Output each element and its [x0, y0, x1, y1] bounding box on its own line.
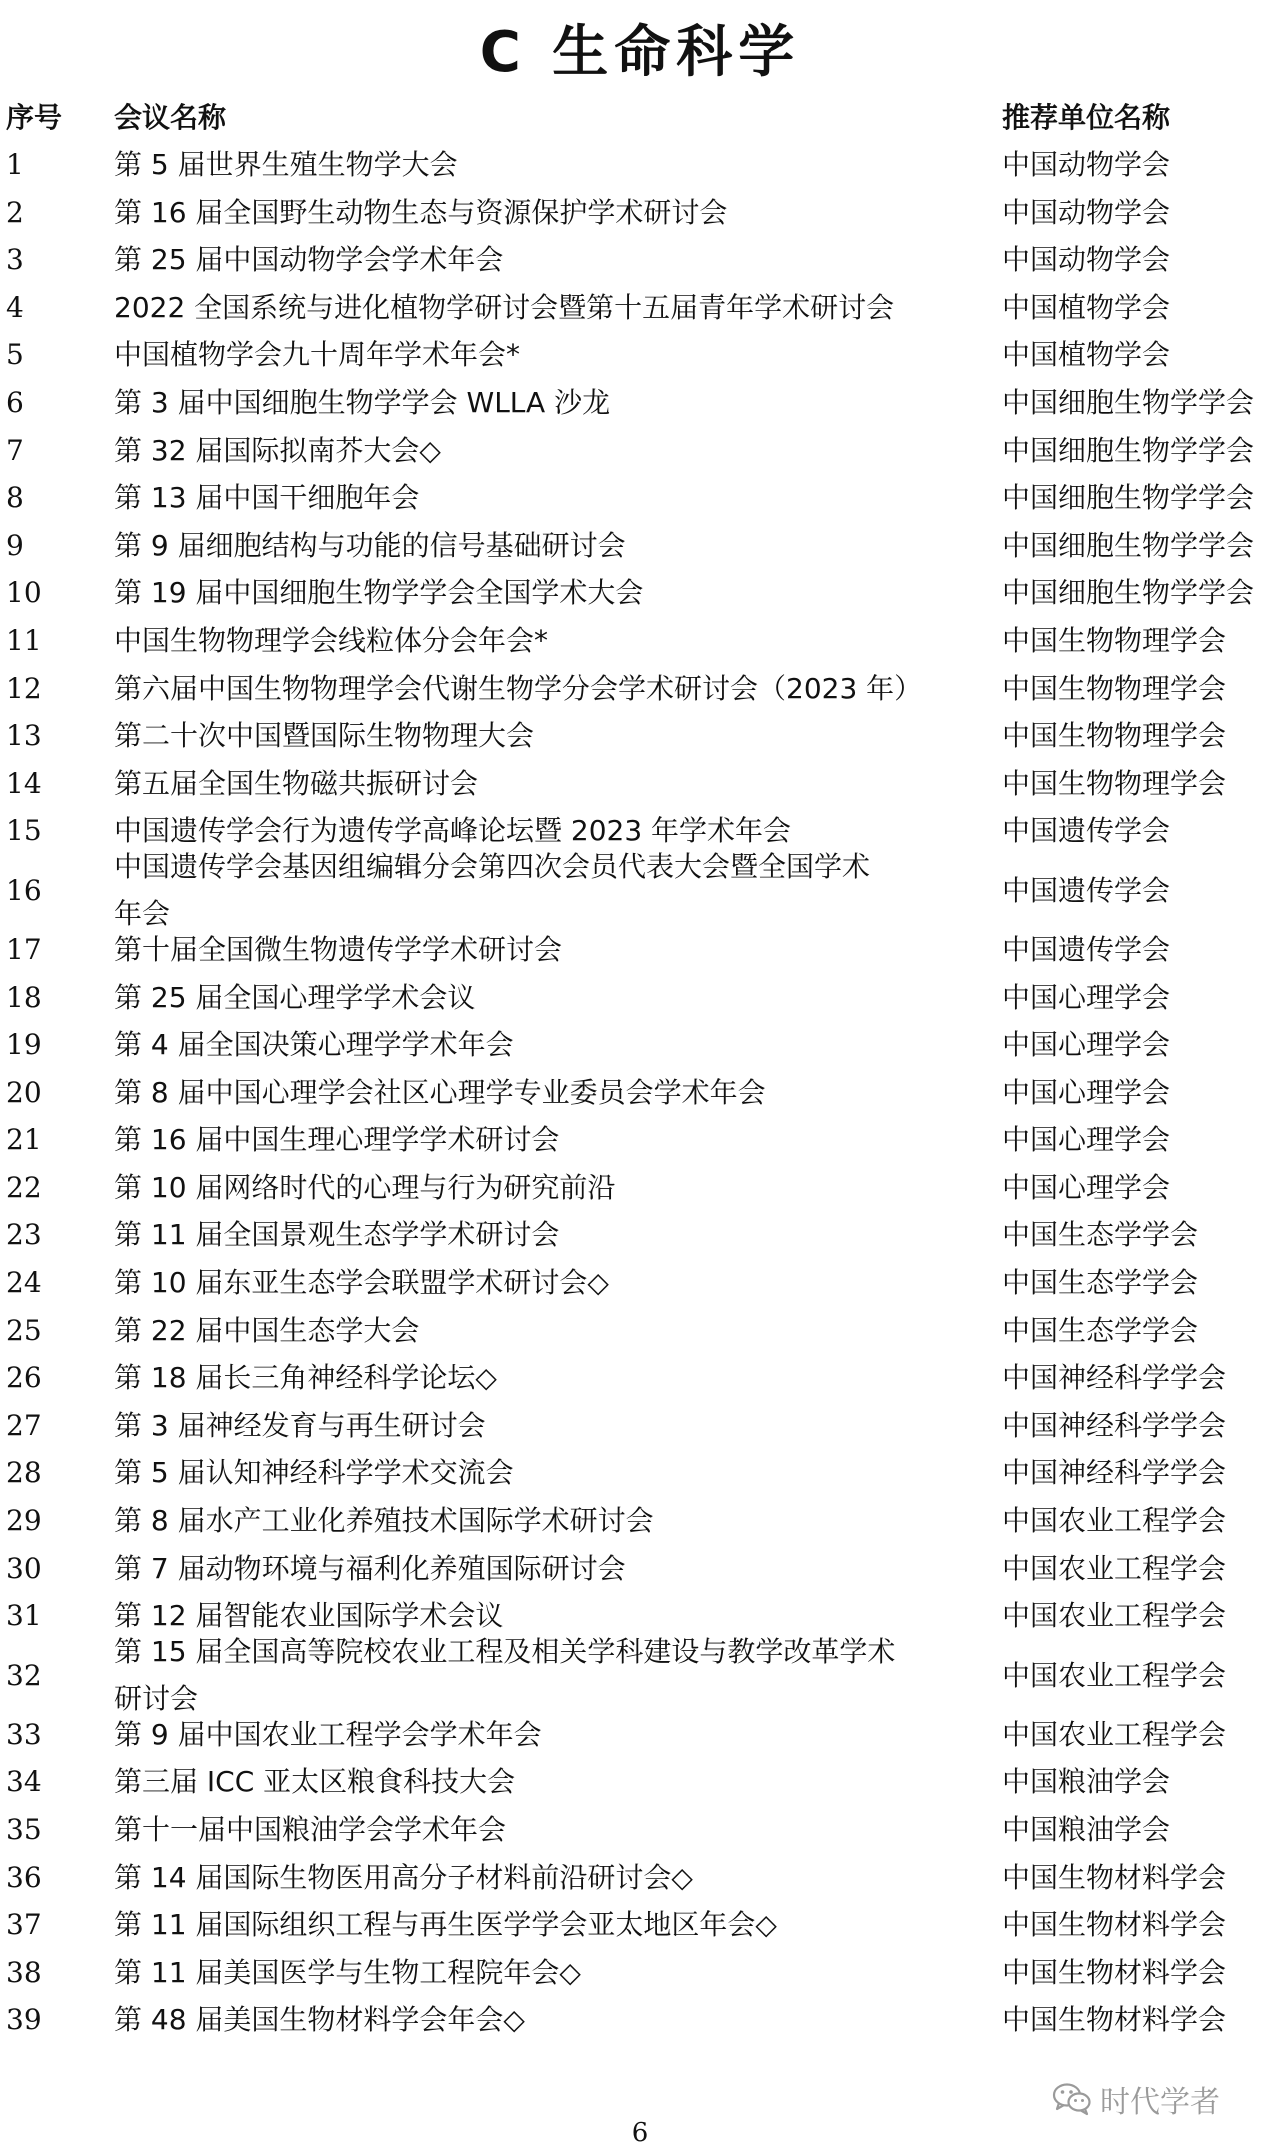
conference-name: 2022 全国系统与进化植物学研讨会暨第十五届青年学术研讨会 — [114, 290, 895, 324]
row-number: 2 — [6, 195, 24, 229]
recommending-unit: 中国生物物理学会 — [1002, 719, 1227, 753]
header-recommending-unit: 推荐单位名称 — [1002, 101, 1171, 134]
row-number: 14 — [6, 766, 42, 800]
table-row — [0, 427, 1280, 475]
recommending-unit: 中国生物材料学会 — [1002, 1860, 1227, 1894]
conference-name: 第 8 届水产工业化养殖技术国际学术研讨会 — [114, 1504, 654, 1538]
table-row — [0, 1116, 1280, 1164]
row-number: 39 — [6, 2003, 42, 2037]
row-number: 29 — [6, 1504, 42, 1538]
row-number: 19 — [6, 1028, 42, 1062]
recommending-unit: 中国神经科学学会 — [1002, 1361, 1227, 1395]
table-row — [0, 1901, 1280, 1949]
recommending-unit: 中国细胞生物学学会 — [1002, 528, 1255, 562]
conference-name: 第 10 届东亚生态学会联盟学术研讨会◇ — [114, 1266, 609, 1300]
row-number: 15 — [6, 814, 42, 848]
wechat-icon — [1052, 2082, 1092, 2116]
conference-name: 第 10 届网络时代的心理与行为研究前沿 — [114, 1170, 616, 1204]
row-number: 20 — [6, 1075, 42, 1109]
table-row — [0, 926, 1280, 974]
conference-name — [114, 850, 974, 931]
recommending-unit: 中国细胞生物学学会 — [1002, 576, 1255, 610]
recommending-unit: 中国细胞生物学学会 — [1002, 385, 1255, 419]
row-number: 16 — [6, 873, 42, 907]
conference-name: 中国遗传学会行为遗传学高峰论坛暨 2023 年学术年会 — [114, 814, 792, 848]
conference-name: 第 11 届美国医学与生物工程院年会◇ — [114, 1955, 581, 1989]
conference-name: 第 8 届中国心理学会社区心理学专业委员会学术年会 — [114, 1075, 766, 1109]
conference-name: 第 3 届神经发育与再生研讨会 — [114, 1408, 486, 1442]
table-row — [0, 617, 1280, 665]
conference-name: 第 25 届全国心理学学术会议 — [114, 980, 476, 1014]
row-number: 11 — [6, 623, 42, 657]
row-number: 4 — [6, 290, 24, 324]
recommending-unit: 中国粮油学会 — [1002, 1765, 1171, 1799]
row-number: 7 — [6, 433, 24, 467]
row-number: 27 — [6, 1408, 42, 1442]
recommending-unit: 中国神经科学学会 — [1002, 1456, 1227, 1490]
page-title: C 生命科学 — [479, 20, 801, 85]
table-row — [0, 850, 1280, 931]
conference-name: 第十届全国微生物遗传学学术研讨会 — [114, 932, 563, 966]
recommending-unit: 中国遗传学会 — [1002, 814, 1171, 848]
row-number: 1 — [6, 148, 24, 181]
conference-name: 第 3 届中国细胞生物学学会 WLLA 沙龙 — [114, 385, 611, 419]
table-row — [0, 1402, 1280, 1450]
watermark-text: 时代学者 — [1100, 2085, 1220, 2120]
recommending-unit: 中国植物学会 — [1002, 338, 1171, 372]
recommending-unit: 中国遗传学会 — [1002, 873, 1171, 907]
conference-name: 第 19 届中国细胞生物学学会全国学术大会 — [114, 576, 644, 610]
recommending-unit: 中国农业工程学会 — [1002, 1717, 1227, 1751]
table-row — [0, 1259, 1280, 1307]
table-row — [0, 1354, 1280, 1402]
table-row — [0, 331, 1280, 379]
table-row — [0, 1758, 1280, 1806]
conference-table — [0, 95, 1280, 2044]
conference-name: 第 12 届智能农业国际学术会议 — [114, 1599, 504, 1633]
row-number: 35 — [6, 1813, 42, 1846]
row-number: 36 — [6, 1860, 42, 1894]
conference-name — [114, 1635, 974, 1716]
table-row — [0, 284, 1280, 332]
row-number: 38 — [6, 1955, 42, 1989]
recommending-unit: 中国生物材料学会 — [1002, 1908, 1227, 1942]
recommending-unit: 中国农业工程学会 — [1002, 1599, 1227, 1633]
recommending-unit: 中国粮油学会 — [1002, 1813, 1171, 1846]
table-row — [0, 712, 1280, 760]
recommending-unit: 中国心理学会 — [1002, 980, 1171, 1014]
recommending-unit: 中国心理学会 — [1002, 1170, 1171, 1204]
recommending-unit: 中国动物学会 — [1002, 148, 1171, 181]
conference-name: 第 9 届细胞结构与功能的信号基础研讨会 — [114, 528, 626, 562]
conference-name: 第 32 届国际拟南芥大会◇ — [114, 433, 441, 467]
recommending-unit: 中国生态学学会 — [1002, 1313, 1199, 1347]
recommending-unit: 中国细胞生物学学会 — [1002, 433, 1255, 467]
table-row — [0, 1497, 1280, 1545]
table-row — [0, 1996, 1280, 2044]
conference-name: 第 5 届认知神经科学学术交流会 — [114, 1456, 514, 1490]
recommending-unit: 中国生态学学会 — [1002, 1266, 1199, 1300]
table-row — [0, 1545, 1280, 1593]
recommending-unit: 中国心理学会 — [1002, 1075, 1171, 1109]
row-number: 8 — [6, 481, 24, 515]
conference-name: 第 48 届美国生物材料学会年会◇ — [114, 2003, 525, 2037]
table-row — [0, 665, 1280, 713]
conference-name: 第 4 届全国决策心理学学术年会 — [114, 1028, 514, 1062]
watermark — [1052, 2075, 1220, 2123]
row-number: 5 — [6, 338, 24, 372]
table-row — [0, 760, 1280, 808]
row-number: 25 — [6, 1313, 42, 1347]
row-number: 37 — [6, 1908, 42, 1942]
conference-name: 第 18 届长三角神经科学论坛◇ — [114, 1361, 497, 1395]
table-row — [0, 522, 1280, 570]
table-row — [0, 1069, 1280, 1117]
conference-name: 第 16 届全国野生动物生态与资源保护学术研讨会 — [114, 195, 728, 229]
table-row — [0, 236, 1280, 284]
table-header — [0, 95, 1280, 141]
conference-name: 第三届 ICC 亚太区粮食科技大会 — [114, 1765, 516, 1799]
recommending-unit: 中国动物学会 — [1002, 243, 1171, 277]
table-row — [0, 1021, 1280, 1069]
recommending-unit: 中国生物材料学会 — [1002, 1955, 1227, 1989]
recommending-unit: 中国遗传学会 — [1002, 932, 1171, 966]
recommending-unit: 中国农业工程学会 — [1002, 1504, 1227, 1538]
recommending-unit: 中国生物物理学会 — [1002, 623, 1227, 657]
conference-name-line-2: 研讨会 — [114, 1682, 199, 1716]
table-row — [0, 1854, 1280, 1902]
conference-name: 第 22 届中国生态学大会 — [114, 1313, 420, 1347]
table-row — [0, 1711, 1280, 1759]
recommending-unit: 中国生物物理学会 — [1002, 671, 1227, 705]
table-row — [0, 1449, 1280, 1497]
recommending-unit: 中国农业工程学会 — [1002, 1551, 1227, 1585]
conference-name: 第二十次中国暨国际生物物理大会 — [114, 719, 535, 753]
table-row — [0, 141, 1280, 189]
conference-name: 第 7 届动物环境与福利化养殖国际研讨会 — [114, 1551, 626, 1585]
recommending-unit: 中国农业工程学会 — [1002, 1658, 1227, 1692]
recommending-unit: 中国心理学会 — [1002, 1028, 1171, 1062]
conference-name: 第 5 届世界生殖生物学大会 — [114, 148, 458, 181]
row-number: 17 — [6, 932, 42, 966]
row-number: 30 — [6, 1551, 42, 1585]
recommending-unit: 中国动物学会 — [1002, 195, 1171, 229]
table-row — [0, 569, 1280, 617]
row-number: 32 — [6, 1658, 42, 1692]
recommending-unit: 中国生态学学会 — [1002, 1218, 1199, 1252]
row-number: 31 — [6, 1599, 42, 1633]
row-number: 24 — [6, 1266, 42, 1300]
conference-name: 第 11 届国际组织工程与再生医学学会亚太地区年会◇ — [114, 1908, 777, 1942]
table-row — [0, 1806, 1280, 1854]
conference-name-line-1: 第 15 届全国高等院校农业工程及相关学科建设与教学改革学术 — [114, 1635, 896, 1669]
table-row — [0, 1635, 1280, 1716]
row-number: 33 — [6, 1717, 42, 1751]
table-row — [0, 1307, 1280, 1355]
row-number: 13 — [6, 719, 42, 753]
table-row — [0, 474, 1280, 522]
row-number: 34 — [6, 1765, 42, 1799]
table-row — [0, 1949, 1280, 1997]
conference-name: 第十一届中国粮油学会学术年会 — [114, 1813, 507, 1846]
table-row — [0, 1211, 1280, 1259]
conference-name: 第六届中国生物物理学会代谢生物学分会学术研讨会（2023 年） — [114, 671, 923, 705]
row-number: 23 — [6, 1218, 42, 1252]
recommending-unit: 中国植物学会 — [1002, 290, 1171, 324]
table-row — [0, 974, 1280, 1022]
conference-name: 第 14 届国际生物医用高分子材料前沿研讨会◇ — [114, 1860, 693, 1894]
table-row — [0, 189, 1280, 237]
page-number: 6 — [631, 2118, 649, 2148]
conference-name-line-1: 中国遗传学会基因组编辑分会第四次会员代表大会暨全国学术 — [114, 850, 871, 884]
header-conference-name: 会议名称 — [114, 101, 227, 134]
conference-name: 第 25 届中国动物学会学术年会 — [114, 243, 504, 277]
row-number: 6 — [6, 385, 24, 419]
row-number: 22 — [6, 1170, 42, 1204]
conference-name: 中国植物学会九十周年学术年会* — [114, 338, 521, 372]
table-row — [0, 379, 1280, 427]
row-number: 26 — [6, 1361, 42, 1395]
conference-name: 第 13 届中国干细胞年会 — [114, 481, 420, 515]
row-number: 28 — [6, 1456, 42, 1490]
header-number: 序号 — [6, 101, 63, 134]
row-number: 12 — [6, 671, 42, 705]
row-number: 9 — [6, 528, 24, 562]
row-number: 21 — [6, 1123, 42, 1157]
conference-name: 第 11 届全国景观生态学学术研讨会 — [114, 1218, 560, 1252]
row-number: 18 — [6, 980, 42, 1014]
recommending-unit: 中国生物物理学会 — [1002, 766, 1227, 800]
conference-name-line-2: 年会 — [114, 897, 171, 931]
row-number: 3 — [6, 243, 24, 277]
recommending-unit: 中国生物材料学会 — [1002, 2003, 1227, 2037]
conference-name: 第 16 届中国生理心理学学术研讨会 — [114, 1123, 560, 1157]
table-row — [0, 1164, 1280, 1212]
recommending-unit: 中国心理学会 — [1002, 1123, 1171, 1157]
conference-name: 第五届全国生物磁共振研讨会 — [114, 766, 479, 800]
conference-name: 第 9 届中国农业工程学会学术年会 — [114, 1717, 542, 1751]
recommending-unit: 中国神经科学学会 — [1002, 1408, 1227, 1442]
recommending-unit: 中国细胞生物学学会 — [1002, 481, 1255, 515]
row-number: 10 — [6, 576, 42, 610]
conference-name: 中国生物物理学会线粒体分会年会* — [114, 623, 549, 657]
